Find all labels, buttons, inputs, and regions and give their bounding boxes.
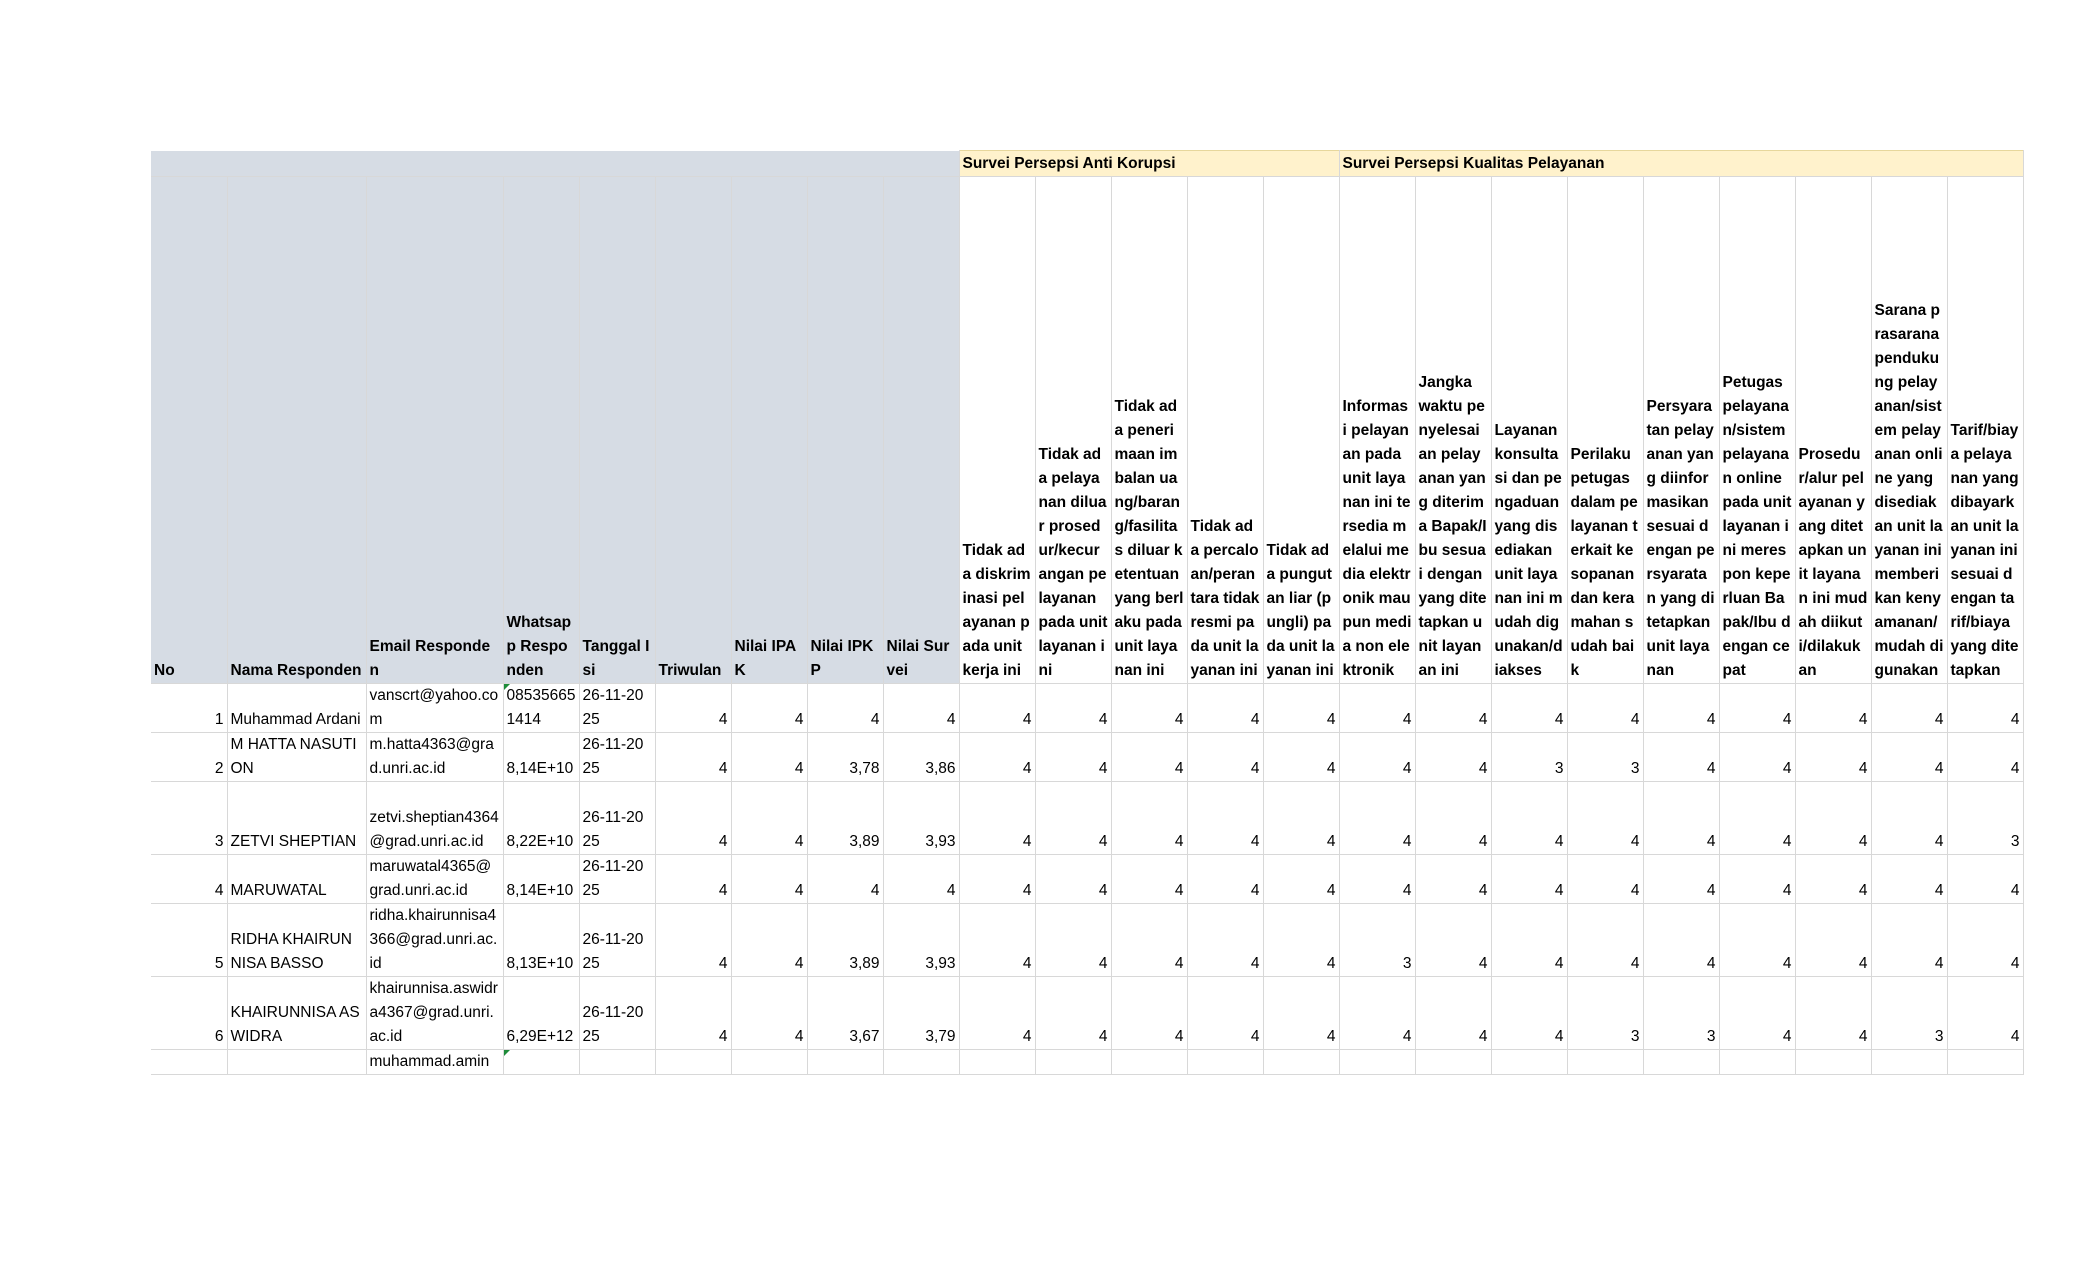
- table-cell[interactable]: 3: [1643, 977, 1719, 1050]
- table-cell[interactable]: [883, 1050, 959, 1075]
- table-cell[interactable]: 3: [1567, 977, 1643, 1050]
- table-cell[interactable]: [503, 1050, 579, 1075]
- table-cell[interactable]: 3,93: [883, 782, 959, 855]
- table-cell[interactable]: M HATTA NASUTION: [227, 733, 366, 782]
- table-cell[interactable]: 4: [1947, 684, 2023, 733]
- table-cell[interactable]: 4: [1871, 782, 1947, 855]
- table-cell[interactable]: 4: [731, 684, 807, 733]
- table-cell[interactable]: 4: [1871, 733, 1947, 782]
- table-cell[interactable]: 4: [1263, 684, 1339, 733]
- table-cell[interactable]: 4: [1947, 977, 2023, 1050]
- table-cell[interactable]: 4: [1643, 855, 1719, 904]
- table-cell[interactable]: 4: [1719, 782, 1795, 855]
- table-cell[interactable]: KHAIRUNNISA ASWIDRA: [227, 977, 366, 1050]
- table-cell[interactable]: 6: [151, 977, 227, 1050]
- table-cell[interactable]: 4: [1491, 782, 1567, 855]
- table-cell[interactable]: 4: [1567, 855, 1643, 904]
- table-cell[interactable]: 085356651414: [503, 684, 579, 733]
- table-cell[interactable]: 4: [1263, 977, 1339, 1050]
- table-cell[interactable]: 4: [655, 904, 731, 977]
- column-header-0[interactable]: No: [151, 177, 227, 684]
- table-cell[interactable]: 4: [1947, 733, 2023, 782]
- table-cell[interactable]: 4: [959, 733, 1035, 782]
- table-cell[interactable]: 4: [1795, 733, 1871, 782]
- table-cell[interactable]: 3: [1871, 977, 1947, 1050]
- table-cell[interactable]: 4: [1035, 904, 1111, 977]
- table-cell[interactable]: [959, 1050, 1035, 1075]
- table-cell[interactable]: 4: [807, 684, 883, 733]
- table-cell[interactable]: 4: [1187, 782, 1263, 855]
- table-cell[interactable]: 4: [1643, 904, 1719, 977]
- table-cell[interactable]: maruwatal4365@grad.unri.ac.id: [366, 855, 503, 904]
- column-header-8[interactable]: Nilai Survei: [883, 177, 959, 684]
- column-header-21[interactable]: Sarana prasarana pendukung pelayanan/sistem pelayanan online yang disediakan unit layanan ini memberikan kenyamanan/mudah digunakan: [1871, 177, 1947, 684]
- table-cell[interactable]: 4: [959, 904, 1035, 977]
- column-header-10[interactable]: Tidak ada pelayanan diluar prosedur/kecurangan pelayanan pada unit layanan ini: [1035, 177, 1111, 684]
- table-cell[interactable]: 6,29E+12: [503, 977, 579, 1050]
- table-cell[interactable]: 4: [1947, 855, 2023, 904]
- table-cell[interactable]: 8,13E+10: [503, 904, 579, 977]
- table-cell[interactable]: 4: [1871, 684, 1947, 733]
- table-cell[interactable]: [655, 1050, 731, 1075]
- table-cell[interactable]: 4: [1339, 733, 1415, 782]
- table-cell[interactable]: [1263, 1050, 1339, 1075]
- table-cell[interactable]: [1643, 1050, 1719, 1075]
- table-cell[interactable]: 4: [959, 855, 1035, 904]
- table-cell[interactable]: 4: [1187, 733, 1263, 782]
- table-cell[interactable]: 4: [959, 782, 1035, 855]
- column-header-15[interactable]: Jangka waktu penyelesaian pelayanan yang diterima Bapak/Ibu sesuai dengan yang ditetapkan unit layanan ini: [1415, 177, 1491, 684]
- table-row: [151, 782, 2023, 855]
- table-row: [151, 733, 2023, 782]
- group-header-row: [151, 151, 2023, 177]
- column-header-2[interactable]: Email Responden: [366, 177, 503, 684]
- table-cell[interactable]: [731, 1050, 807, 1075]
- table-cell[interactable]: [1947, 1050, 2023, 1075]
- table-cell[interactable]: 4: [1111, 977, 1187, 1050]
- column-header-20[interactable]: Prosedur/alur pelayanan yang ditetapkan unit layanan ini mudah diikuti/dilakukan: [1795, 177, 1871, 684]
- table-cell[interactable]: 4: [1567, 782, 1643, 855]
- column-header-22[interactable]: Tarif/biaya pelayanan yang dibayarkan unit layanan ini sesuai dengan tarif/biaya yang ditetapkan: [1947, 177, 2023, 684]
- table-cell[interactable]: [1491, 1050, 1567, 1075]
- table-cell[interactable]: 3,79: [883, 977, 959, 1050]
- table-cell[interactable]: 4: [1643, 782, 1719, 855]
- column-header-18[interactable]: Persyaratan pelayanan yang diinformasikan sesuai dengan persyaratan yang ditetapkan unit layanan: [1643, 177, 1719, 684]
- column-header-4[interactable]: Tanggal Isi: [579, 177, 655, 684]
- table-cell[interactable]: 4: [1035, 733, 1111, 782]
- table-cell[interactable]: 4: [1111, 684, 1187, 733]
- table-cell[interactable]: 4: [1187, 904, 1263, 977]
- table-cell[interactable]: 1: [151, 684, 227, 733]
- table-cell[interactable]: 4: [1035, 855, 1111, 904]
- table-cell[interactable]: 4: [1415, 904, 1491, 977]
- table-cell[interactable]: 4: [1111, 855, 1187, 904]
- table-cell[interactable]: 4: [1643, 684, 1719, 733]
- table-cell[interactable]: 4: [1719, 855, 1795, 904]
- table-cell[interactable]: 4: [731, 904, 807, 977]
- table-row: [151, 904, 2023, 977]
- column-header-1[interactable]: Nama Responden: [227, 177, 366, 684]
- column-header-13[interactable]: Tidak ada pungutan liar (pungli) pada unit layanan ini: [1263, 177, 1339, 684]
- table-cell[interactable]: 4: [1719, 733, 1795, 782]
- table-row-partial: [151, 1050, 2023, 1075]
- table-cell[interactable]: 4: [1187, 977, 1263, 1050]
- table-cell[interactable]: 4: [1491, 855, 1567, 904]
- table-cell[interactable]: [1415, 1050, 1491, 1075]
- column-header-7[interactable]: Nilai IPKP: [807, 177, 883, 684]
- column-header-19[interactable]: Petugas pelayanan/sistem pelayanan online pada unit layanan ini merespon keperluan Bapak/Ibu dengan cepat: [1719, 177, 1795, 684]
- table-cell[interactable]: 3: [1339, 904, 1415, 977]
- table-cell[interactable]: 3,93: [883, 904, 959, 977]
- table-cell[interactable]: 5: [151, 904, 227, 977]
- table-row: [151, 855, 2023, 904]
- table-cell[interactable]: vanscrt@yahoo.com: [366, 684, 503, 733]
- table-cell[interactable]: 4: [1111, 782, 1187, 855]
- column-header-14[interactable]: Informasi pelayanan pada unit layanan ini tersedia melalui media elektronik maupun media non elektronik: [1339, 177, 1415, 684]
- table-cell[interactable]: MARUWATAL: [227, 855, 366, 904]
- table-cell[interactable]: 26-11-2025: [579, 684, 655, 733]
- survey-spreadsheet: [151, 150, 2024, 1075]
- partial-email-cell[interactable]: muhammad.amin: [366, 1050, 503, 1075]
- table-row: [151, 684, 2023, 733]
- table-cell[interactable]: 4: [1263, 733, 1339, 782]
- table-cell[interactable]: [1339, 1050, 1415, 1075]
- table-cell[interactable]: 4: [1187, 855, 1263, 904]
- table-cell[interactable]: 4: [1035, 782, 1111, 855]
- table-cell[interactable]: 8,14E+10: [503, 855, 579, 904]
- table-cell[interactable]: 3,89: [807, 782, 883, 855]
- column-header-6[interactable]: Nilai IPAK: [731, 177, 807, 684]
- table-cell[interactable]: 4: [1035, 977, 1111, 1050]
- group-header-blank: [151, 151, 959, 177]
- table-cell[interactable]: 4: [1415, 684, 1491, 733]
- table-cell[interactable]: m.hatta4363@grad.unri.ac.id: [366, 733, 503, 782]
- group-header-kualitas-pelayanan[interactable]: Survei Persepsi Kualitas Pelayanan: [1339, 151, 2023, 177]
- table-cell[interactable]: 4: [1795, 855, 1871, 904]
- table-cell[interactable]: [1871, 1050, 1947, 1075]
- table-cell[interactable]: 4: [1947, 904, 2023, 977]
- table-cell[interactable]: 4: [655, 977, 731, 1050]
- table-cell[interactable]: 26-11-2025: [579, 782, 655, 855]
- table-cell[interactable]: ZETVI SHEPTIAN: [227, 782, 366, 855]
- column-header-9[interactable]: Tidak ada diskriminasi pelayanan pada unit kerja ini: [959, 177, 1035, 684]
- table-cell[interactable]: 3: [1567, 733, 1643, 782]
- table-cell[interactable]: 4: [1491, 977, 1567, 1050]
- table-cell[interactable]: 4: [883, 684, 959, 733]
- table-cell[interactable]: 4: [731, 977, 807, 1050]
- table-row: [151, 977, 2023, 1050]
- table-cell[interactable]: 4: [655, 782, 731, 855]
- table-cell[interactable]: 2: [151, 733, 227, 782]
- table-cell[interactable]: 4: [731, 782, 807, 855]
- table-cell[interactable]: 4: [731, 855, 807, 904]
- table-cell[interactable]: [1795, 1050, 1871, 1075]
- column-header-5[interactable]: Triwulan: [655, 177, 731, 684]
- table-cell[interactable]: [579, 1050, 655, 1075]
- table-cell[interactable]: 4: [655, 733, 731, 782]
- table-cell[interactable]: 26-11-2025: [579, 977, 655, 1050]
- group-header-anti-korupsi[interactable]: Survei Persepsi Anti Korupsi: [959, 151, 1339, 177]
- table-cell[interactable]: 4: [1415, 855, 1491, 904]
- table-cell[interactable]: 3,89: [807, 904, 883, 977]
- column-header-12[interactable]: Tidak ada percaloan/perantara tidak resmi pada unit layanan ini: [1187, 177, 1263, 684]
- column-header-16[interactable]: Layanan konsultasi dan pengaduan yang disediakan unit layanan ini mudah digunakan/diakses: [1491, 177, 1567, 684]
- table-cell[interactable]: [1719, 1050, 1795, 1075]
- table-cell[interactable]: 4: [1871, 855, 1947, 904]
- table-cell[interactable]: [1111, 1050, 1187, 1075]
- table-cell[interactable]: [151, 1050, 227, 1075]
- table-cell[interactable]: 4: [151, 855, 227, 904]
- table-cell[interactable]: 4: [1719, 904, 1795, 977]
- table-cell[interactable]: 26-11-2025: [579, 855, 655, 904]
- table-cell[interactable]: 8,14E+10: [503, 733, 579, 782]
- table-cell[interactable]: 4: [1339, 855, 1415, 904]
- table-cell[interactable]: 4: [959, 977, 1035, 1050]
- table-cell[interactable]: 4: [1795, 684, 1871, 733]
- table-cell[interactable]: 4: [1491, 684, 1567, 733]
- table-cell[interactable]: 3: [1947, 782, 2023, 855]
- table-cell[interactable]: [1567, 1050, 1643, 1075]
- table-cell[interactable]: 3,86: [883, 733, 959, 782]
- table-cell[interactable]: Muhammad Ardani: [227, 684, 366, 733]
- table-cell[interactable]: 4: [731, 733, 807, 782]
- table-cell[interactable]: zetvi.sheptian4364@grad.unri.ac.id: [366, 782, 503, 855]
- table-cell[interactable]: 3,67: [807, 977, 883, 1050]
- table-cell[interactable]: 4: [1339, 782, 1415, 855]
- table-cell[interactable]: ridha.khairunnisa4366@grad.unri.ac.id: [366, 904, 503, 977]
- table-cell[interactable]: 3,78: [807, 733, 883, 782]
- table-cell[interactable]: 4: [1643, 733, 1719, 782]
- table-cell[interactable]: 4: [1415, 977, 1491, 1050]
- table-cell[interactable]: 4: [1111, 904, 1187, 977]
- table-cell[interactable]: 4: [655, 684, 731, 733]
- table-cell[interactable]: 4: [883, 855, 959, 904]
- table-cell[interactable]: 4: [655, 855, 731, 904]
- table-cell[interactable]: [807, 1050, 883, 1075]
- table-cell[interactable]: 3: [1491, 733, 1567, 782]
- table-cell[interactable]: [1187, 1050, 1263, 1075]
- table-cell[interactable]: 4: [1187, 684, 1263, 733]
- table-cell[interactable]: 26-11-2025: [579, 904, 655, 977]
- column-header-3[interactable]: Whatsapp Responden: [503, 177, 579, 684]
- table-cell[interactable]: 4: [1339, 684, 1415, 733]
- table-cell[interactable]: 4: [1491, 904, 1567, 977]
- table-cell[interactable]: 3: [151, 782, 227, 855]
- table-cell[interactable]: 4: [1111, 733, 1187, 782]
- table-cell[interactable]: 26-11-2025: [579, 733, 655, 782]
- table-cell[interactable]: 4: [1567, 684, 1643, 733]
- table-cell[interactable]: [1035, 1050, 1111, 1075]
- table-cell[interactable]: RIDHA KHAIRUNNISA BASSO: [227, 904, 366, 977]
- table-cell[interactable]: 4: [1263, 782, 1339, 855]
- table-cell[interactable]: 4: [807, 855, 883, 904]
- table-cell[interactable]: [227, 1050, 366, 1075]
- table-cell[interactable]: 4: [1035, 684, 1111, 733]
- table-cell[interactable]: khairunnisa.aswidra4367@grad.unri.ac.id: [366, 977, 503, 1050]
- table-cell[interactable]: 4: [1719, 977, 1795, 1050]
- column-header-17[interactable]: Perilaku petugas dalam pelayanan terkait kesopanan dan keramahan sudah baik: [1567, 177, 1643, 684]
- table-cell[interactable]: 4: [1415, 782, 1491, 855]
- table-cell[interactable]: 4: [1871, 904, 1947, 977]
- table-cell[interactable]: 4: [959, 684, 1035, 733]
- table-cell[interactable]: 4: [1795, 782, 1871, 855]
- table-cell[interactable]: 4: [1263, 855, 1339, 904]
- table-cell[interactable]: 4: [1339, 977, 1415, 1050]
- column-header-row: [151, 177, 2023, 684]
- table-cell[interactable]: 4: [1263, 904, 1339, 977]
- column-header-11[interactable]: Tidak ada penerimaan imbalan uang/barang/fasilitas diluar ketentuan yang berlaku pada unit layanan ini: [1111, 177, 1187, 684]
- table-cell[interactable]: 4: [1795, 904, 1871, 977]
- table-cell[interactable]: 4: [1795, 977, 1871, 1050]
- table-cell[interactable]: 4: [1567, 904, 1643, 977]
- table-cell[interactable]: 4: [1415, 733, 1491, 782]
- table-cell[interactable]: 4: [1719, 684, 1795, 733]
- table-cell[interactable]: 8,22E+10: [503, 782, 579, 855]
